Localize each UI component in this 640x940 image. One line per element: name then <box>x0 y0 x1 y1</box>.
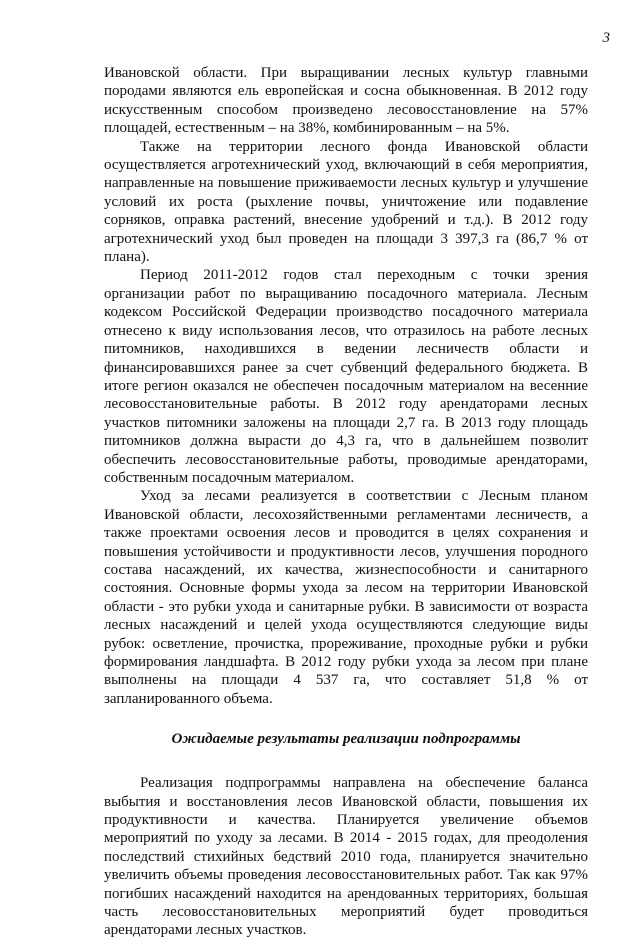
paragraph-3: Период 2011-2012 годов стал переходным с точки зрения организации работ по выращиванию посадочного материала. Лесным кодексом Российской Федерации производство посадочного материала отнесено к виду использования лесов, что отразилось на работе лесных питомников, находившихся в ведении лесничеств области и финансировавшихся ранее за счет субвенций федерального бюджета. В итоге регион оказался не обеспечен посадочным материалом на весенние лесовосстановительные работы. В 2012 году арендаторами лесных участков питомники заложены на площади 2,7 га. В 2013 году площадь питомников должна вырасти до 4,3 га, что в дальнейшем позволит обеспечить лесовосстановительные работы, проводимые арендаторами, собственным посадочным материалом. <box>104 267 588 486</box>
section-paragraph: Реализация подпрограммы направлена на обеспечение баланса выбытия и восстановления лесов Ивановской области, повышения их продуктивности и качества. Планируется увеличение объемов мероприятий по уходу за лесами. В 2014 - 2015 годах, для преодоления последствий стихийных бедствий 2010 года, планируется значительно увеличить объемы проведения лесовосстановительных работ. Так как 97% погибших насаждений находится на арендованных территориях, большая часть лесовосстановительных мероприятий будет проводиться арендаторами лесных участков. <box>104 775 588 939</box>
section-heading: Ожидаемые результаты реализации подпрограммы <box>171 731 521 748</box>
paragraph-2: Также на территории лесного фонда Ивановской области осуществляется агротехнический уход, включающий в себя мероприятия, направленные на повышение приживаемости лесных культур и улучшение условий их роста (рыхление почвы, уничтожение или подавление сорняков, оправка растений, внесение удобрений и т.д.). В 2012 году агротехнический уход был проведен на площади 3 397,3 га (86,7 % от плана). <box>104 138 588 266</box>
page-number: 3 <box>602 30 610 46</box>
paragraph-1: Ивановской области. При выращивании лесных культур главными породами являются ель европейская и сосна обыкновенная. В 2012 году искусственным способом произведено лесовосстановление на 57% площадей, естественным – на 38%, комбинированным – на 5%. <box>104 65 588 137</box>
paragraph-4: Уход за лесами реализуется в соответствии с Лесным планом Ивановской области, лесохозяйственными регламентами лесничеств, а также проектами освоения лесов и проводится в целях сохранения и повышения устойчивости и продуктивности лесов, улучшения породного состава насаждений, их качества, жизнеспособности и санитарного состояния. Основные формы ухода за лесом на территории Ивановской области - это рубки ухода и санитарные рубки. В зависимости от возраста лесных насаждений и целей ухода осуществляются следующие виды рубок: осветление, прочистка, прореживание, проходные рубки и рубки формирования ландшафта. В 2012 году рубки ухода за лесом при плане выполнены на площади 4 537 га, что составляет 51,8 % от запланированного объема. <box>104 488 588 707</box>
document-body <box>104 64 588 940</box>
